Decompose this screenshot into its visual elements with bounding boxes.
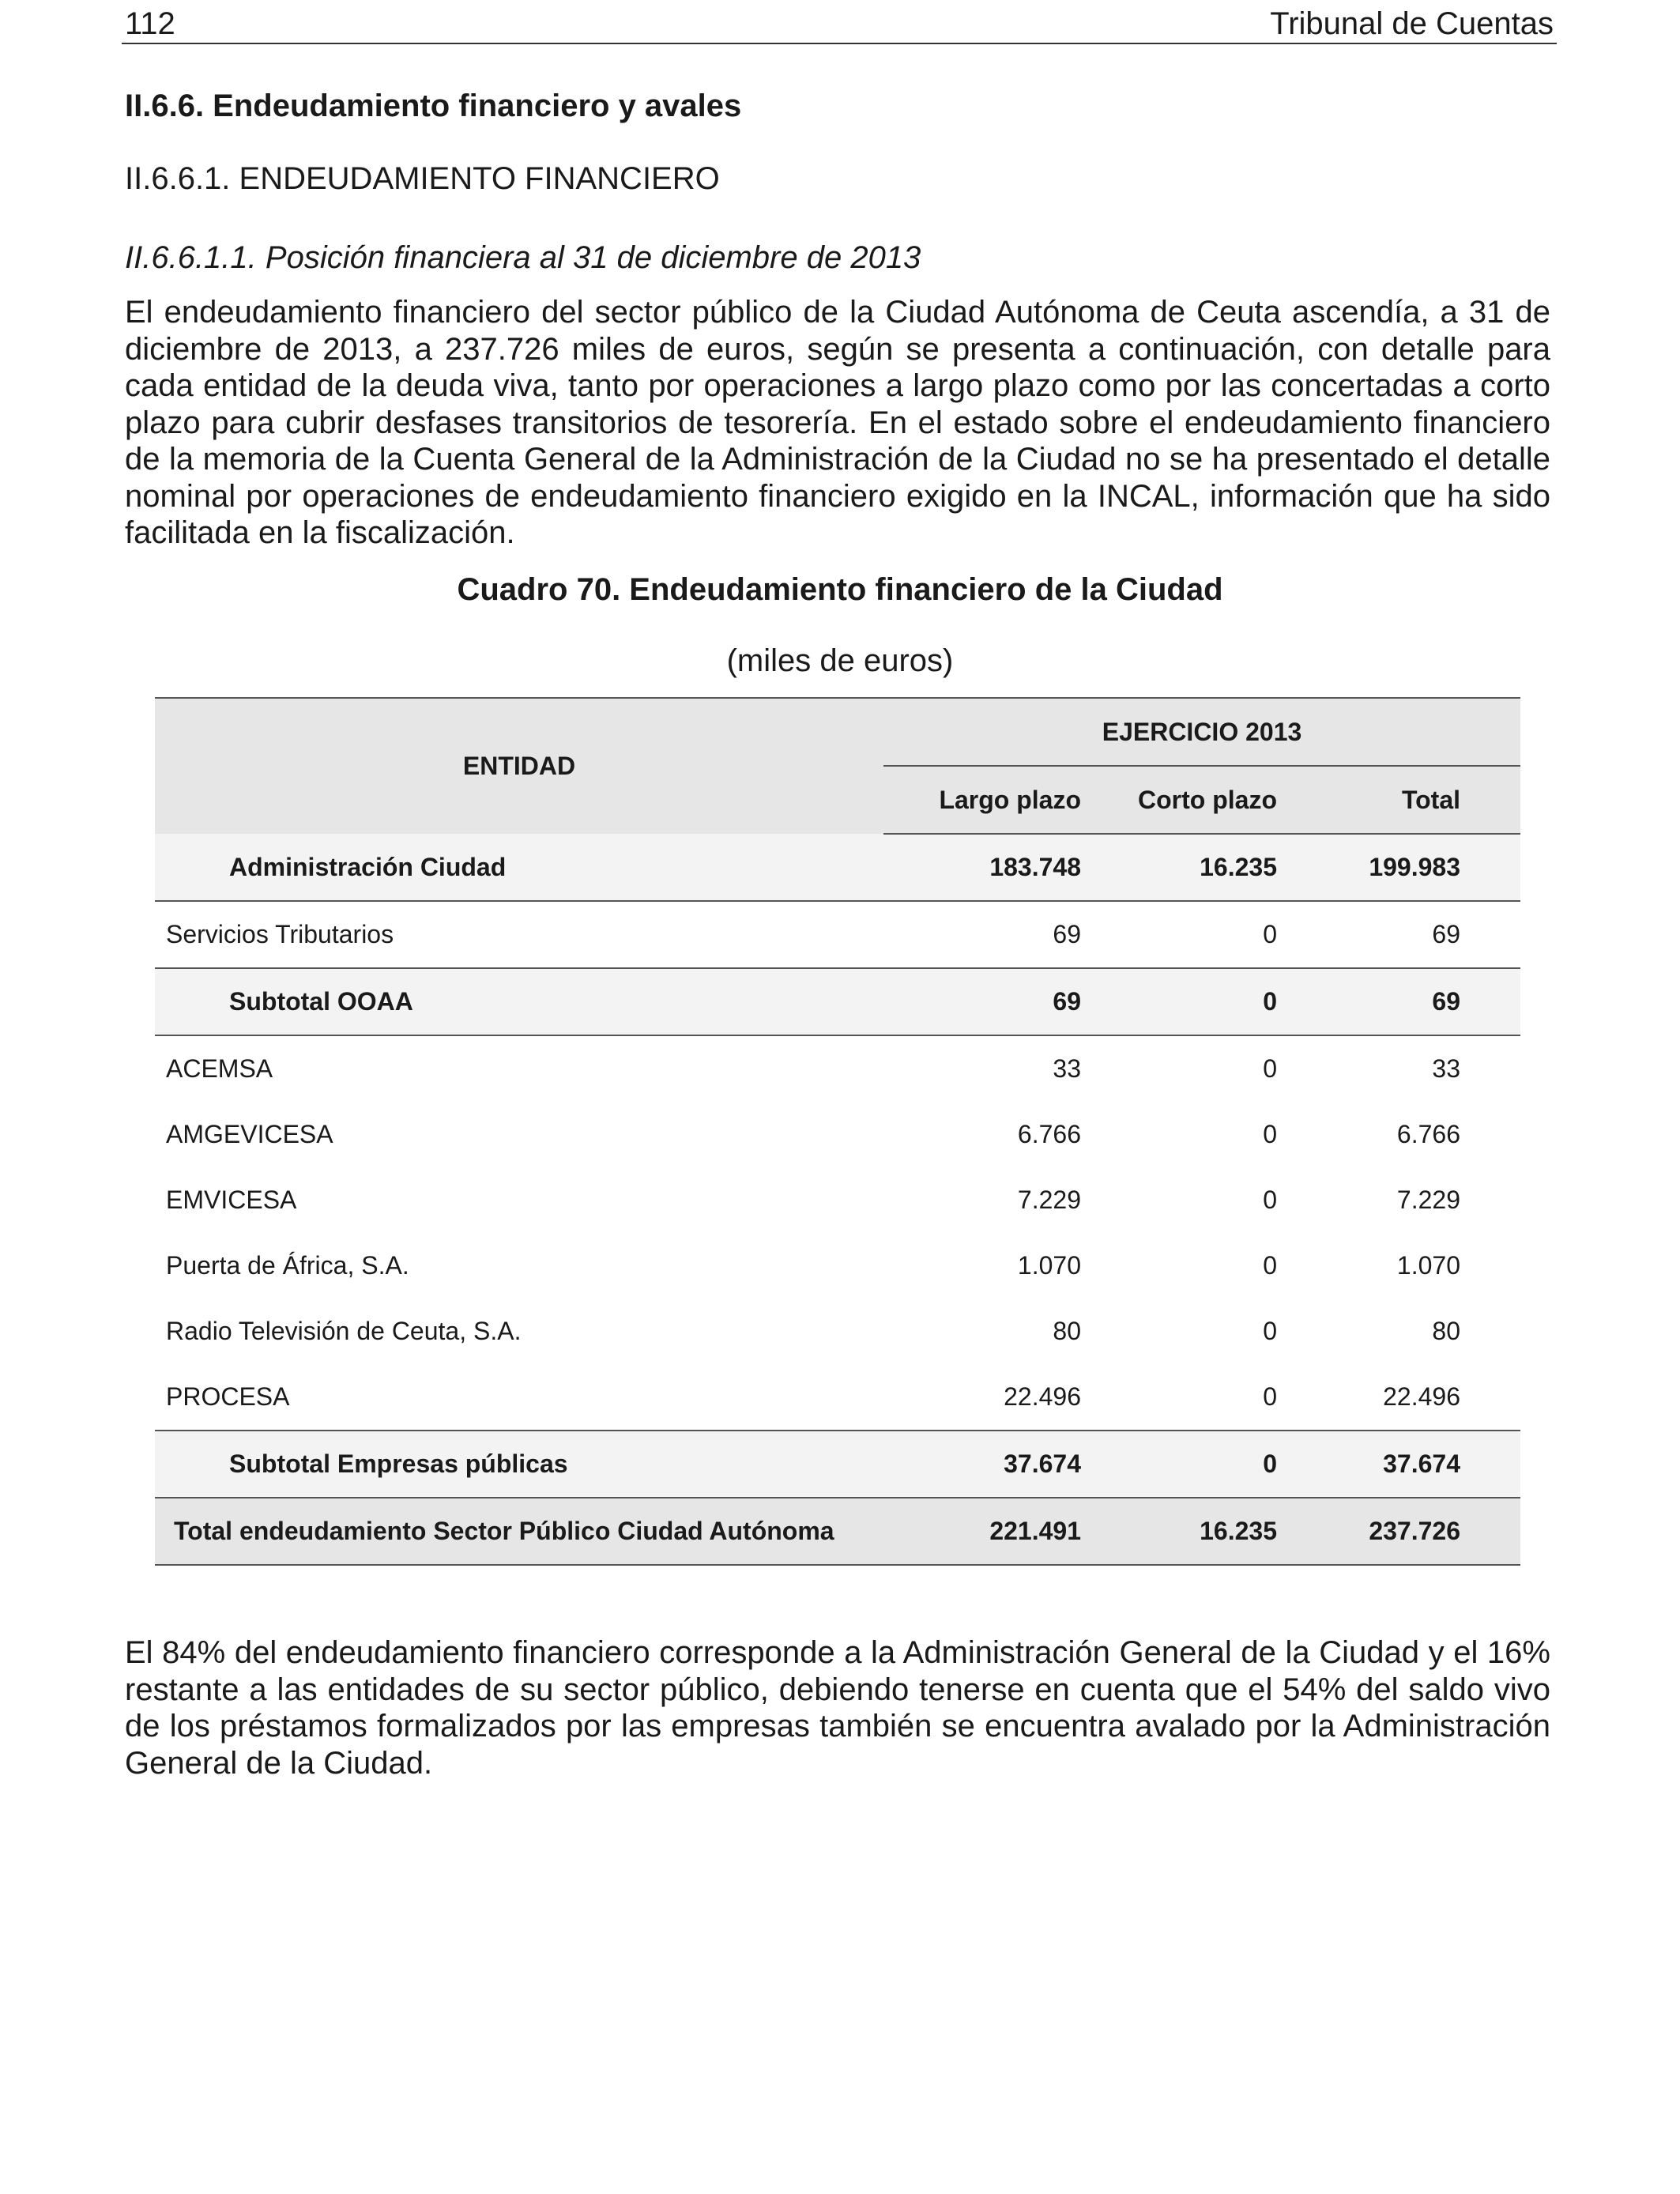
- row-short-term: 16.235: [1109, 834, 1320, 901]
- table-row: [155, 1233, 1520, 1299]
- table-row: [155, 1167, 1520, 1233]
- header-long-term-label: Largo plazo: [939, 785, 1081, 814]
- table-row: [155, 834, 1520, 901]
- row-short-term: 0: [1263, 1251, 1277, 1280]
- row-short-term: 0: [1109, 1364, 1320, 1431]
- row-long-term: 33: [1053, 1054, 1081, 1083]
- row-entity: Puerta de África, S.A.: [166, 1251, 409, 1280]
- table-row: [155, 1364, 1520, 1431]
- row-long-term: 80: [1053, 1317, 1081, 1345]
- row-total: 7.229: [1396, 1186, 1460, 1214]
- row-entity: Subtotal Empresas públicas: [155, 1431, 883, 1498]
- header-entity: ENTIDAD: [155, 698, 883, 834]
- row-entity: Servicios Tributarios: [155, 901, 883, 968]
- header-short-term: Corto plazo: [1109, 766, 1320, 834]
- header-year-group: EJERCICIO 2013: [883, 698, 1520, 766]
- row-entity: ACEMSA: [166, 1054, 273, 1083]
- row-total: 69: [1320, 901, 1520, 968]
- row-long-term: 6.766: [1017, 1120, 1081, 1148]
- row-short-term: 0: [1109, 901, 1320, 968]
- row-long-term: 221.491: [883, 1498, 1109, 1565]
- row-short-term: 0: [1263, 1054, 1277, 1083]
- table-row: [155, 968, 1520, 1035]
- table-row: [155, 1102, 1520, 1167]
- row-long-term: 69: [883, 968, 1109, 1035]
- row-entity: Radio Televisión de Ceuta, S.A.: [166, 1317, 522, 1345]
- table-row: [155, 1299, 1520, 1364]
- row-short-term: 0: [1263, 1317, 1277, 1345]
- row-total: 69: [1320, 968, 1520, 1035]
- subsubsection-heading: II.6.6.1.1. Posición financiera al 31 de diciembre de 2013: [125, 240, 921, 275]
- table-units: (miles de euros): [726, 643, 954, 678]
- table-row: [155, 901, 1520, 968]
- table-row: [155, 1035, 1520, 1102]
- debt-table: [155, 697, 1520, 1566]
- row-entity: Subtotal OOAA: [155, 968, 883, 1035]
- row-entity: PROCESA: [155, 1364, 883, 1431]
- table-row: [155, 1498, 1520, 1565]
- row-entity: EMVICESA: [166, 1186, 297, 1214]
- section-heading: II.6.6. Endeudamiento financiero y avales: [125, 89, 742, 123]
- running-header: [122, 5, 1557, 44]
- row-short-term: 0: [1109, 1431, 1320, 1498]
- row-long-term: 183.748: [883, 834, 1109, 901]
- intro-paragraph: El endeudamiento financiero del sector público de la Ciudad Autónoma de Ceuta ascendía, a 31 de diciembre de 2013, a 237.726 miles de euros, según se presenta a continuación, con detalle para cada entidad de la deuda viva, tanto por operaciones a largo plazo como por las concertadas a corto plazo para cubrir desfases transitorios de tesorería. En el estado sobre el endeudamiento financiero de la memoria de la Cuenta General de la Administración de la Ciudad no se ha presentado el detalle nominal por operaciones de endeudamiento financiero exigido en la INCAL, información que ha sido facilitada en la fiscalización.: [125, 295, 1550, 550]
- subsection-heading: II.6.6.1. ENDEUDAMIENTO FINANCIERO: [125, 161, 720, 196]
- row-total: 237.726: [1320, 1498, 1520, 1565]
- row-total: 37.674: [1320, 1431, 1520, 1498]
- row-entity: Total endeudamiento Sector Público Ciudad Autónoma: [155, 1498, 883, 1565]
- page-number: 112: [125, 6, 175, 41]
- row-long-term: 1.070: [1017, 1251, 1081, 1280]
- row-total: 22.496: [1320, 1364, 1520, 1431]
- row-long-term: 37.674: [883, 1431, 1109, 1498]
- table-row: [155, 1431, 1520, 1498]
- row-short-term: 0: [1263, 1120, 1277, 1148]
- row-long-term: 7.229: [1017, 1186, 1081, 1214]
- row-total: 1.070: [1396, 1251, 1460, 1280]
- row-total: 199.983: [1320, 834, 1520, 901]
- row-short-term: 0: [1263, 1186, 1277, 1214]
- row-short-term: 16.235: [1109, 1498, 1320, 1565]
- header-long-term: [883, 766, 1109, 834]
- row-total: 33: [1432, 1054, 1460, 1083]
- closing-paragraph: El 84% del endeudamiento financiero corresponde a la Administración General de la Ciudad y el 16% restante a las entidades de su sector público, debiendo tenerse en cuenta que el 54% del saldo vivo de los préstamos formalizados por las empresas también se encuentra avalado por la Administración General de la Ciudad.: [125, 1635, 1550, 1781]
- row-long-term: 69: [883, 901, 1109, 968]
- row-long-term: 22.496: [883, 1364, 1109, 1431]
- row-entity: AMGEVICESA: [166, 1120, 333, 1148]
- row-short-term: 0: [1109, 968, 1320, 1035]
- row-total: 6.766: [1396, 1120, 1460, 1148]
- header-total: Total: [1320, 766, 1520, 834]
- publication-name: Tribunal de Cuentas: [1270, 6, 1554, 41]
- row-total: 80: [1432, 1317, 1460, 1345]
- table-caption: Cuadro 70. Endeudamiento financiero de la Ciudad: [457, 572, 1223, 607]
- row-entity: Administración Ciudad: [155, 834, 883, 901]
